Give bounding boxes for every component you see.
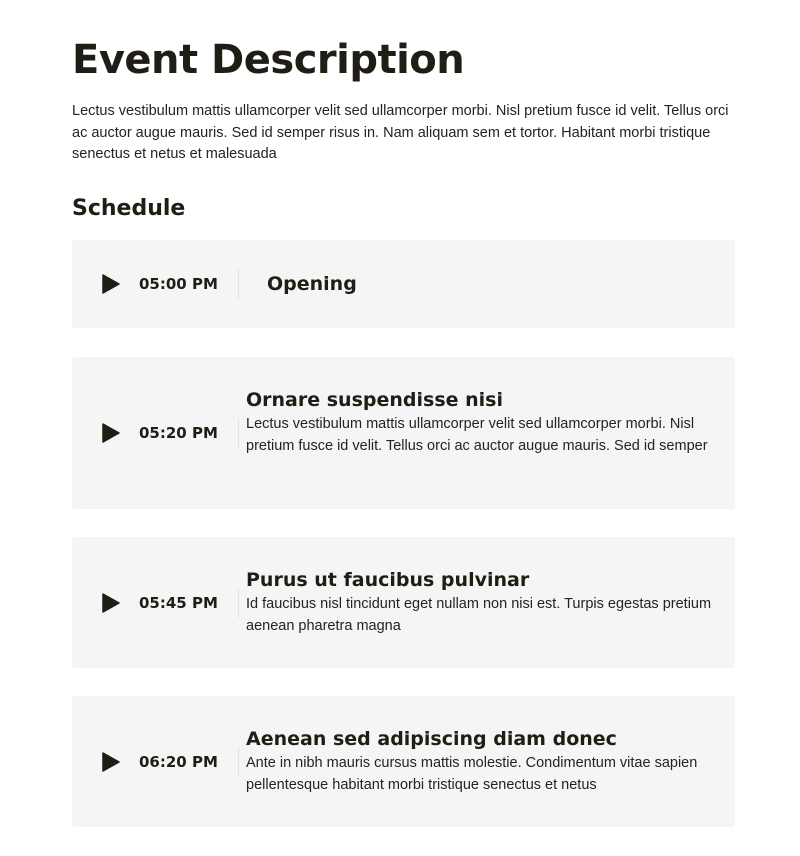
schedule-title: Opening (267, 273, 357, 295)
schedule-time: 05:20 PM (139, 424, 218, 442)
divider (238, 418, 239, 448)
play-icon[interactable] (102, 423, 120, 443)
event-description: Lectus vestibulum mattis ullamcorper velit sed ullamcorper morbi. Nisl pretium fusce id velit. Tellus orci ac auctor augue mauris. Sed id semper risus in. Nam aliquam sem et tortor. Habitant morbi tristique senectus et netus et malesuada (72, 103, 729, 162)
schedule-item (72, 696, 735, 827)
schedule-description: Id faucibus nisl tincidunt eget nullam non nisi est. Turpis egestas pretium aenean pharetra magna (246, 596, 712, 634)
schedule-content (246, 727, 715, 796)
schedule-content (267, 272, 715, 296)
schedule-time: 06:20 PM (139, 753, 218, 771)
schedule-title: Ornare suspendisse nisi (246, 389, 503, 411)
schedule-item-opening (72, 240, 735, 328)
schedule-time: 05:45 PM (139, 594, 218, 612)
schedule-description: Lectus vestibulum mattis ullamcorper velit sed ullamcorper morbi. Nisl pretium fusce id velit. Tellus orci ac auctor augue mauris. Sed id semper (246, 416, 708, 454)
schedule-item (72, 537, 735, 668)
play-icon[interactable] (102, 752, 120, 772)
schedule-heading: Schedule (72, 196, 186, 221)
divider (238, 588, 239, 618)
schedule-content (246, 388, 715, 457)
play-icon[interactable] (102, 593, 120, 613)
schedule-item (72, 357, 735, 509)
schedule-description: Ante in nibh mauris cursus mattis molestie. Condimentum vitae sapien pellentesque habitant morbi tristique senectus et netus (246, 755, 698, 793)
page-title: Event Description (72, 37, 465, 83)
play-icon[interactable] (102, 274, 120, 294)
divider (238, 747, 239, 777)
schedule-title: Aenean sed adipiscing diam donec (246, 728, 617, 750)
schedule-content (246, 568, 715, 637)
divider (238, 269, 239, 299)
schedule-title: Purus ut faucibus pulvinar (246, 569, 530, 591)
schedule-time: 05:00 PM (139, 275, 218, 293)
